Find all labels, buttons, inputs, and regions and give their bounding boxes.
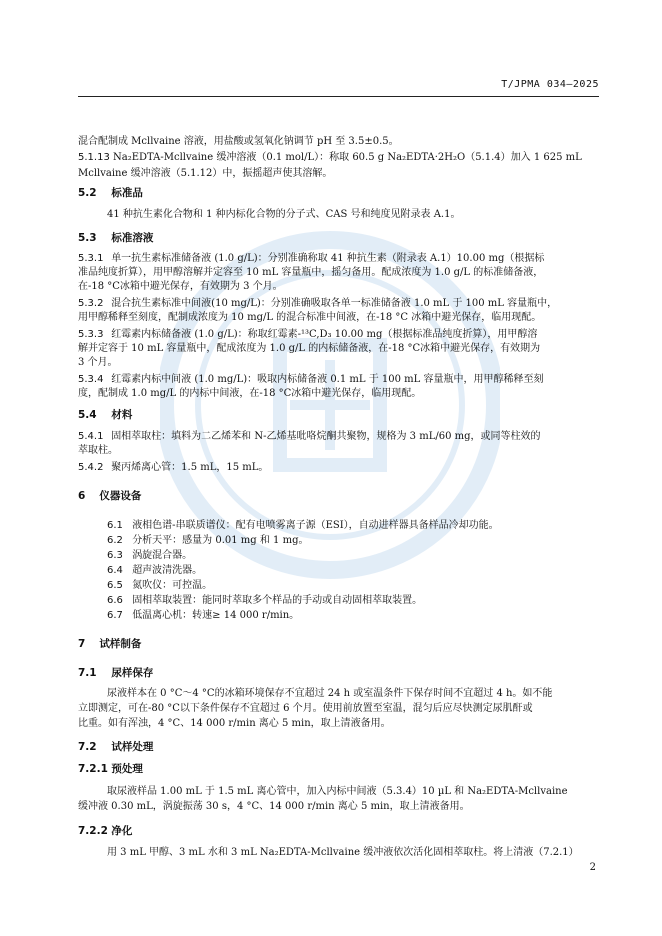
paragraph-line: Mcllvaine 缓冲溶液（5.1.12）中，振摇超声使其溶解。 (78, 168, 333, 179)
section-number: 7.2.1 (78, 763, 108, 775)
clause-6-3 (107, 549, 597, 562)
paragraph-line: 解并定容于 10 mL 容量瓶中，配成浓度为 1.0 g/L 的内标储备液，在-18 °C冰箱中避光保存，有效期为 (78, 343, 541, 354)
clause-text: 固相萃取柱：填料为二乙烯苯和 N-乙烯基吡咯烷酮共聚物，规格为 3 mL/60 mg，或同等柱效的 (111, 431, 541, 442)
clause-text: 单一抗生素标准储备液 (1.0 g/L)：分别准确称取 41 种抗生素（附录表 A.1）10.00 mg（根据标 (111, 253, 545, 264)
clause-6-5 (107, 579, 597, 592)
section-5-2 (78, 187, 599, 200)
section-number: 7.1 (78, 667, 97, 679)
document-id: T/JPMA 034—2025 (501, 79, 599, 90)
clause-number: 6.4 (107, 565, 123, 576)
clause-text: 低温离心机：转速≥ 14 000 r/min。 (132, 610, 300, 621)
paragraph-line: 比重。如有浑浊，4 °C、14 000 r/min 离心 5 min，取上清液备用。 (78, 718, 391, 729)
paragraph-line: 取尿液样品 1.00 mL 于 1.5 mL 离心管中，加入内标中间液（5.3.4）10 µL 和 Na₂EDTA-Mcllvaine (107, 786, 568, 797)
clause-text: 红霉素内标储备液 (1.0 g/L)：称取红霉素-¹³C,D₃ 10.00 mg（根据标准品纯度折算），用甲醇溶 (111, 329, 538, 340)
section-number: 5.4 (78, 409, 97, 421)
clause-number: 6.6 (107, 595, 123, 606)
clause-5-4-1 (78, 430, 599, 443)
paragraph-line: 尿液样本在 0 °C～4 °C的冰箱环境保存不宜超过 24 h 或室温条件下保存时间不宜超过 4 h。如不能 (107, 688, 553, 699)
clause-number: 6.2 (107, 535, 123, 546)
chapter-title: 试样制备 (99, 638, 142, 650)
clause-text: 固相萃取装置：能同时萃取多个样品的手动或自动固相萃取装置。 (132, 595, 423, 606)
clause-text: Na₂EDTA-Mcllvaine 缓冲溶液（0.1 mol/L）：称取 60.5 g Na₂EDTA·2H₂O（5.1.4）加入 1 625 mL (113, 152, 582, 163)
clause-5-3-4 (78, 373, 599, 386)
clause-number: 6.5 (107, 580, 123, 591)
section-5-4 (78, 409, 599, 422)
paragraph-line: 准品纯度折算），用甲醇溶解并定容至 10 mL 容量瓶中，摇匀备用。配成浓度为 1.0 g/L 的标准储备液， (78, 267, 544, 278)
paragraph-line: 3 个月。 (78, 357, 118, 368)
section-number: 7.2.2 (78, 825, 108, 837)
clause-number: 5.3.3 (78, 329, 104, 340)
clause-5-3-3 (78, 328, 599, 341)
paragraph-line: 用 3 mL 甲醇、3 mL 水和 3 mL Na₂EDTA-Mcllvaine 缓冲液依次活化固相萃取柱。将上清液（7.2.1） (107, 847, 579, 858)
clause-number: 6.1 (107, 520, 123, 531)
section-number: 7.2 (78, 741, 97, 753)
paragraph-line: 在-18 °C冰箱中避光保存，有效期为 3 个月。 (78, 281, 283, 292)
clause-number: 5.3.4 (78, 374, 104, 385)
paragraph-line: 萃取柱。 (78, 445, 118, 456)
clause-5-3-2 (78, 297, 599, 310)
clause-5-1-13 (78, 151, 599, 164)
section-title: 试样处理 (111, 741, 154, 753)
chapter-7 (78, 638, 599, 651)
clause-6-6 (107, 594, 597, 607)
chapter-number: 7 (78, 638, 86, 650)
section-title: 尿样保存 (111, 667, 154, 679)
clause-number: 6.7 (107, 610, 123, 621)
section-5-3 (78, 232, 599, 245)
clause-number: 5.1.13 (78, 152, 110, 163)
section-number: 5.2 (78, 187, 97, 199)
paragraph-line: 缓冲液 0.30 mL，涡旋振荡 30 s，4 °C、14 000 r/min 离心 5 min，取上清液备用。 (78, 801, 470, 812)
clause-text: 液相色谱-串联质谱仪：配有电喷雾离子源（ESI），自动进样器具备样品冷却功能。 (132, 520, 499, 531)
section-title: 材料 (111, 409, 133, 421)
clause-6-4 (107, 564, 597, 577)
clause-number: 5.4.2 (78, 462, 104, 473)
section-7-1 (78, 667, 599, 680)
page-number: 2 (589, 862, 596, 873)
clause-6-7 (107, 609, 597, 622)
clause-text: 聚丙烯离心管：1.5 mL，15 mL。 (111, 462, 269, 473)
section-7-2-1 (78, 763, 599, 776)
clause-number: 6.3 (107, 550, 123, 561)
section-title: 标准溶液 (111, 232, 154, 244)
paragraph-line: 立即测定，可在-80 °C以下条件保存不宜超过 6 个月。使用前放置至室温，混匀后应尽快测定尿肌酐或 (78, 703, 533, 714)
section-number: 5.3 (78, 232, 97, 244)
paragraph-line: 41 种抗生素化合物和 1 种内标化合物的分子式、CAS 号和纯度见附录表 A.1。 (107, 209, 461, 220)
clause-text: 红霉素内标中间液 (1.0 mg/L)：吸取内标储备液 0.1 mL 于 100 mL 容量瓶中，用甲醇稀释至刻 (111, 374, 544, 385)
section-title: 预处理 (111, 763, 143, 775)
clause-text: 混合抗生素标准中间液(10 mg/L)：分别准确吸取各单一标准储备液 1.0 mL 于 100 mL 容量瓶中， (111, 298, 558, 309)
paragraph-line: 用甲醇稀释至刻度，配制成浓度为 10 mg/L 的混合标准中间液，在-18 °C 冰箱中避光保存，临用现配。 (78, 312, 542, 323)
clause-6-2 (107, 534, 597, 547)
chapter-6 (78, 490, 599, 503)
section-7-2-2 (78, 825, 599, 838)
clause-number: 5.4.1 (78, 431, 104, 442)
clause-5-3-1 (78, 252, 599, 265)
clause-text: 氮吹仪：可控温。 (132, 580, 213, 591)
paragraph-line: 混合配制成 Mcllvaine 溶液，用盐酸或氢氧化钠调节 pH 至 3.5±0.5。 (78, 136, 399, 147)
clause-6-1 (107, 519, 597, 532)
header-rule (78, 96, 599, 97)
clause-text: 涡旋混合器。 (132, 550, 193, 561)
section-title: 标准品 (111, 187, 143, 199)
clause-text: 分析天平：感量为 0.01 mg 和 1 mg。 (132, 535, 309, 546)
section-title: 净化 (111, 825, 133, 837)
paragraph-line: 度，配制成 1.0 mg/L 的内标中间液，在-18 °C冰箱中避光保存，临用现配。 (78, 388, 422, 399)
chapter-title: 仪器设备 (99, 490, 142, 502)
clause-text: 超声波清洗器。 (132, 565, 203, 576)
chapter-number: 6 (78, 490, 86, 502)
clause-number: 5.3.1 (78, 253, 104, 264)
clause-5-4-2 (78, 461, 599, 474)
clause-number: 5.3.2 (78, 298, 104, 309)
section-7-2 (78, 741, 599, 754)
